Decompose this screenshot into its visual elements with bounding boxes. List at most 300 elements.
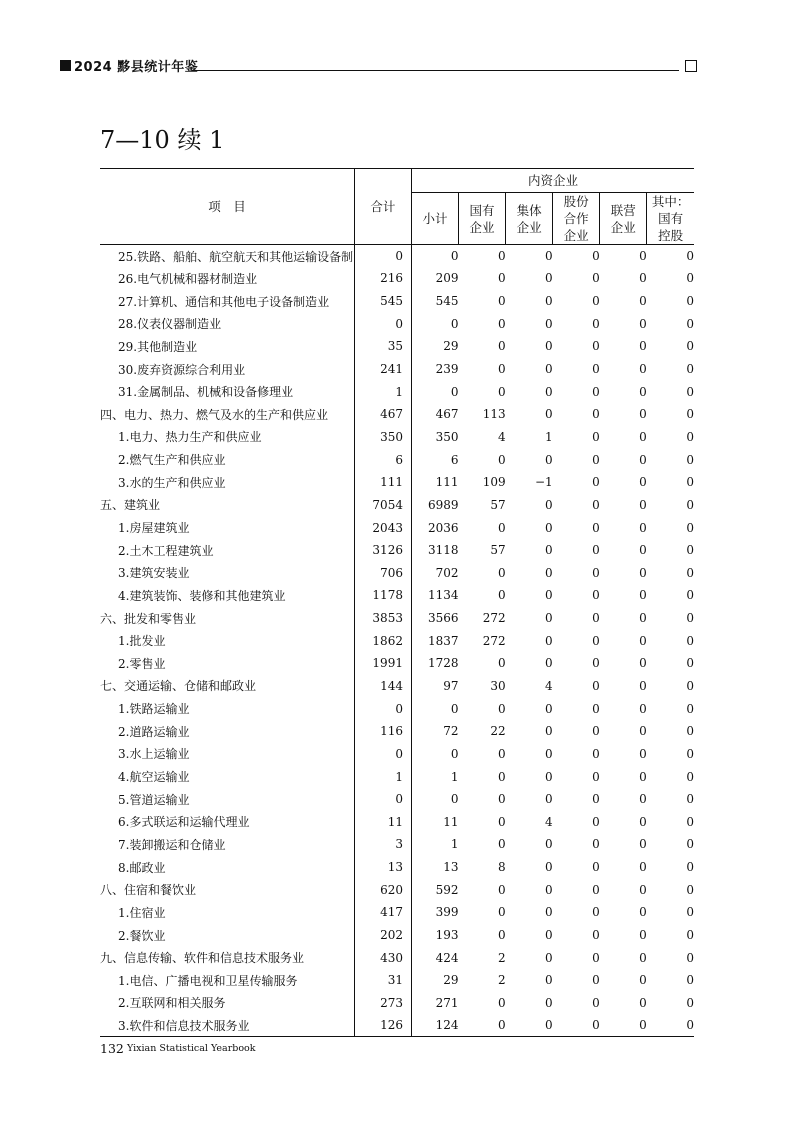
row-label: 2.零售业 xyxy=(100,652,354,675)
row-value: 57 xyxy=(490,543,506,558)
row-value: 0 xyxy=(592,814,600,829)
row-value: 35 xyxy=(354,335,411,358)
row-value: 1 xyxy=(545,429,553,444)
table-row xyxy=(100,856,694,879)
row-value: 0 xyxy=(686,995,694,1010)
row-value: 0 xyxy=(497,384,506,399)
row-value: 0 xyxy=(639,633,647,648)
row-value: 0 xyxy=(459,1014,506,1037)
table-row xyxy=(100,743,694,766)
row-value: 417 xyxy=(354,901,411,924)
row-value: 0 xyxy=(545,497,553,512)
row-value: 0 xyxy=(592,746,600,761)
row-value: 0 xyxy=(639,995,647,1010)
table-row xyxy=(100,629,694,652)
table-row xyxy=(100,788,694,811)
row-value: 3853 xyxy=(354,607,411,630)
row-value: 271 xyxy=(435,995,459,1010)
row-value: 0 xyxy=(639,497,647,512)
row-value: 0 xyxy=(686,814,694,829)
row-value: 1 xyxy=(450,769,459,784)
row-value: 0 xyxy=(592,769,600,784)
row-value: 0 xyxy=(639,678,647,693)
row-value: 11 xyxy=(443,814,459,829)
row-label: 3.水上运输业 xyxy=(100,743,354,766)
row-value: 0 xyxy=(545,362,553,377)
row-value: 0 xyxy=(639,656,647,671)
row-value: 0 xyxy=(497,656,506,671)
row-label: 26.电气机械和器材制造业 xyxy=(100,267,354,290)
table-row xyxy=(100,448,694,471)
row-value: 0 xyxy=(497,837,506,852)
column-header-item: 项 目 xyxy=(100,169,354,245)
row-value: 0 xyxy=(639,294,647,309)
row-label: 3.水的生产和供应业 xyxy=(100,471,354,494)
header-rule xyxy=(192,70,679,71)
row-value: 0 xyxy=(592,294,600,309)
row-value: 0 xyxy=(506,1014,553,1037)
row-value: 0 xyxy=(545,249,553,264)
row-value: 1 xyxy=(354,380,411,403)
row-value: 272 xyxy=(482,611,506,626)
row-value: 0 xyxy=(686,611,694,626)
row-value: 0 xyxy=(686,543,694,558)
row-value: 0 xyxy=(545,792,553,807)
row-value: 0 xyxy=(450,701,459,716)
table-row xyxy=(100,720,694,743)
table-row xyxy=(100,652,694,675)
row-value: 0 xyxy=(592,792,600,807)
table-row xyxy=(100,924,694,947)
row-value: 0 xyxy=(592,249,600,264)
row-label: 2.餐饮业 xyxy=(100,924,354,947)
row-value: 8 xyxy=(497,860,506,875)
row-value: 0 xyxy=(497,701,506,716)
row-value: 0 xyxy=(545,588,553,603)
row-value: 209 xyxy=(435,271,459,286)
row-value: 0 xyxy=(686,928,694,943)
row-value: 0 xyxy=(686,837,694,852)
column-header-line: 企业 xyxy=(563,228,589,243)
header-square-icon xyxy=(60,60,71,71)
row-value: 3126 xyxy=(354,539,411,562)
row-value: 272 xyxy=(482,633,506,648)
row-value: 193 xyxy=(435,928,459,943)
row-value: 0 xyxy=(686,588,694,603)
row-value: 0 xyxy=(545,746,553,761)
row-value: 3118 xyxy=(427,543,459,558)
row-value: 0 xyxy=(639,362,647,377)
row-value: 0 xyxy=(354,245,411,268)
row-value: 0 xyxy=(497,271,506,286)
row-value: 4 xyxy=(545,814,553,829)
row-value: 424 xyxy=(435,950,459,965)
row-value: 0 xyxy=(639,271,647,286)
row-value: 0 xyxy=(639,588,647,603)
row-value: 0 xyxy=(545,543,553,558)
row-value: 126 xyxy=(354,1014,411,1037)
row-value: 1862 xyxy=(354,629,411,652)
book-title: 2024 黟县统计年鉴 xyxy=(74,60,199,75)
row-value: 0 xyxy=(592,950,600,965)
table-row xyxy=(100,607,694,630)
header-box-icon xyxy=(685,60,697,72)
row-value: 0 xyxy=(545,565,553,580)
row-value: 0 xyxy=(639,701,647,716)
row-label: 四、电力、热力、燃气及水的生产和供应业 xyxy=(100,403,354,426)
row-value: 592 xyxy=(435,882,459,897)
column-group-domestic: 内资企业 xyxy=(411,169,694,193)
row-value: 0 xyxy=(686,520,694,535)
row-value: 0 xyxy=(450,316,459,331)
table-row xyxy=(100,290,694,313)
row-label: 25.铁路、船舶、航空航天和其他运输设备制 xyxy=(100,245,354,268)
table-row xyxy=(100,539,694,562)
row-value: 0 xyxy=(592,475,600,490)
row-value: 0 xyxy=(545,724,553,739)
row-value: 0 xyxy=(497,249,506,264)
row-value: 0 xyxy=(639,860,647,875)
row-value: 0 xyxy=(686,792,694,807)
row-value: 0 xyxy=(639,407,647,422)
row-label: 七、交通运输、仓储和邮政业 xyxy=(100,675,354,698)
row-value: 273 xyxy=(354,992,411,1015)
row-label: 8.邮政业 xyxy=(100,856,354,879)
row-value: 0 xyxy=(686,294,694,309)
row-value: 216 xyxy=(354,267,411,290)
row-value: 0 xyxy=(545,452,553,467)
row-value: 0 xyxy=(592,837,600,852)
row-value: 0 xyxy=(545,860,553,875)
row-value: 0 xyxy=(592,407,600,422)
row-value: 0 xyxy=(639,950,647,965)
row-value: 1134 xyxy=(427,588,459,603)
row-value: 0 xyxy=(545,882,553,897)
table-row xyxy=(100,312,694,335)
table-row xyxy=(100,245,694,268)
row-label: 2.燃气生产和供应业 xyxy=(100,448,354,471)
row-value: 0 xyxy=(686,339,694,354)
table-row xyxy=(100,1014,694,1037)
column-header-line: 合作 xyxy=(563,211,589,226)
row-value: 0 xyxy=(497,565,506,580)
row-value: 6 xyxy=(450,452,459,467)
row-value: 0 xyxy=(639,520,647,535)
footer-caption: Yixian Statistical Yearbook xyxy=(127,1043,256,1054)
row-value: 702 xyxy=(435,565,459,580)
row-value: 7054 xyxy=(354,494,411,517)
column-header-line: 小计 xyxy=(422,211,448,226)
row-value: 0 xyxy=(592,678,600,693)
row-value: 0 xyxy=(639,746,647,761)
row-value: 1178 xyxy=(354,584,411,607)
row-value: 11 xyxy=(354,811,411,834)
row-label: 31.金属制品、机械和设备修理业 xyxy=(100,380,354,403)
row-value: 0 xyxy=(592,973,600,988)
row-value: 0 xyxy=(639,724,647,739)
row-value: 0 xyxy=(545,384,553,399)
row-value: 241 xyxy=(354,358,411,381)
row-label: 4.航空运输业 xyxy=(100,765,354,788)
row-value: 109 xyxy=(482,475,506,490)
table-row xyxy=(100,697,694,720)
row-value: 0 xyxy=(354,788,411,811)
column-header-line: 国有 xyxy=(658,211,684,226)
row-value: 0 xyxy=(592,656,600,671)
row-value: 467 xyxy=(354,403,411,426)
row-value: 6989 xyxy=(427,497,459,512)
row-value: 0 xyxy=(545,611,553,626)
row-value: 0 xyxy=(686,973,694,988)
row-value: 30 xyxy=(490,678,506,693)
row-value: 97 xyxy=(443,678,459,693)
row-value: 0 xyxy=(686,565,694,580)
row-value: 0 xyxy=(639,905,647,920)
column-header-line: 集体 xyxy=(516,202,542,218)
row-value: 0 xyxy=(686,497,694,512)
row-value: 0 xyxy=(592,611,600,626)
row-value: 0 xyxy=(592,339,600,354)
row-value: 0 xyxy=(545,656,553,671)
table-row xyxy=(100,833,694,856)
row-value: 2 xyxy=(497,950,506,965)
row-value: 0 xyxy=(450,792,459,807)
row-value: 4 xyxy=(545,678,553,693)
row-value: 0 xyxy=(639,769,647,784)
row-value: 0 xyxy=(686,656,694,671)
row-label: 1.电力、热力生产和供应业 xyxy=(100,426,354,449)
row-value: 430 xyxy=(354,946,411,969)
row-value: 72 xyxy=(443,724,459,739)
table-row xyxy=(100,584,694,607)
row-label: 2.土木工程建筑业 xyxy=(100,539,354,562)
table-row xyxy=(100,992,694,1015)
row-value: 1 xyxy=(450,837,459,852)
row-label: 6.多式联运和运输代理业 xyxy=(100,811,354,834)
row-value: 0 xyxy=(592,497,600,512)
table-row xyxy=(100,878,694,901)
row-value: 0 xyxy=(497,362,506,377)
row-value: 0 xyxy=(686,678,694,693)
row-value: 0 xyxy=(545,769,553,784)
row-value: 0 xyxy=(545,294,553,309)
row-value: 0 xyxy=(545,407,553,422)
row-value: 0 xyxy=(686,271,694,286)
row-value: 0 xyxy=(545,339,553,354)
column-header-sub xyxy=(506,193,553,245)
row-value: 0 xyxy=(592,882,600,897)
row-value: 0 xyxy=(450,746,459,761)
row-value: 0 xyxy=(686,950,694,965)
row-label: 1.电信、广播电视和卫星传输服务 xyxy=(100,969,354,992)
row-value: 0 xyxy=(639,792,647,807)
running-header xyxy=(60,56,700,76)
row-label: 4.建筑装饰、装修和其他建筑业 xyxy=(100,584,354,607)
row-value: 0 xyxy=(686,452,694,467)
row-value: 0 xyxy=(354,697,411,720)
row-value: 0 xyxy=(592,860,600,875)
row-value: 29 xyxy=(443,973,459,988)
row-value: 545 xyxy=(435,294,459,309)
row-value: 1991 xyxy=(354,652,411,675)
row-value: 0 xyxy=(686,475,694,490)
table-row xyxy=(100,471,694,494)
column-header-line: 国有 xyxy=(469,202,495,218)
row-value: 144 xyxy=(354,675,411,698)
row-value: 2036 xyxy=(427,520,459,535)
row-value: 202 xyxy=(354,924,411,947)
row-value: 0 xyxy=(354,312,411,335)
row-value: 0 xyxy=(592,928,600,943)
row-label: 27.计算机、通信和其他电子设备制造业 xyxy=(100,290,354,313)
row-value: 0 xyxy=(592,429,600,444)
row-value: 0 xyxy=(592,701,600,716)
row-value: 0 xyxy=(545,837,553,852)
column-header-sub xyxy=(600,193,647,245)
row-value: 0 xyxy=(639,565,647,580)
row-value: 113 xyxy=(482,407,506,422)
table-row xyxy=(100,403,694,426)
row-value: 0 xyxy=(497,792,506,807)
row-value: 0 xyxy=(639,429,647,444)
row-value: 0 xyxy=(686,429,694,444)
row-value: 0 xyxy=(592,588,600,603)
row-value: 29 xyxy=(443,339,459,354)
row-value: 0 xyxy=(592,384,600,399)
row-value: 0 xyxy=(600,1014,647,1037)
row-value: 0 xyxy=(545,995,553,1010)
row-value: 0 xyxy=(686,633,694,648)
row-value: 0 xyxy=(497,452,506,467)
table-row xyxy=(100,426,694,449)
row-value: 399 xyxy=(435,905,459,920)
column-header-sub xyxy=(459,193,506,245)
column-header-sub xyxy=(411,193,458,245)
row-value: 0 xyxy=(497,520,506,535)
row-value: 0 xyxy=(639,611,647,626)
row-value: 13 xyxy=(443,860,459,875)
row-value: 0 xyxy=(639,543,647,558)
row-value: 116 xyxy=(354,720,411,743)
row-value: 0 xyxy=(545,271,553,286)
table-row xyxy=(100,358,694,381)
column-header-line: 联营 xyxy=(610,202,636,218)
row-value: 0 xyxy=(592,565,600,580)
row-value: 0 xyxy=(545,520,553,535)
row-value: 467 xyxy=(435,407,459,422)
row-value: 2 xyxy=(497,973,506,988)
row-value: 0 xyxy=(592,995,600,1010)
row-value: −1 xyxy=(534,475,553,490)
row-value: 1837 xyxy=(427,633,459,648)
row-label: 5.管道运输业 xyxy=(100,788,354,811)
row-value: 0 xyxy=(545,973,553,988)
row-label: 3.建筑安装业 xyxy=(100,561,354,584)
row-value: 350 xyxy=(435,429,459,444)
column-header-total: 合计 xyxy=(354,169,411,245)
row-value: 0 xyxy=(592,362,600,377)
row-value: 0 xyxy=(354,743,411,766)
row-value: 0 xyxy=(686,316,694,331)
table-row xyxy=(100,380,694,403)
row-value: 0 xyxy=(639,475,647,490)
column-header-sub xyxy=(553,193,600,245)
row-value: 111 xyxy=(435,475,459,490)
row-value: 0 xyxy=(592,316,600,331)
row-value: 31 xyxy=(354,969,411,992)
row-value: 0 xyxy=(592,543,600,558)
column-header-line: 其中： xyxy=(651,194,690,209)
row-label: 3.软件和信息技术服务业 xyxy=(100,1014,354,1037)
table-title: 7—10 续 1 xyxy=(100,126,225,154)
row-value: 350 xyxy=(354,426,411,449)
row-value: 22 xyxy=(490,724,506,739)
row-value: 0 xyxy=(545,701,553,716)
row-label: 1.住宿业 xyxy=(100,901,354,924)
row-label: 六、批发和零售业 xyxy=(100,607,354,630)
row-value: 0 xyxy=(639,814,647,829)
row-value: 0 xyxy=(497,746,506,761)
row-value: 0 xyxy=(497,905,506,920)
row-value: 0 xyxy=(639,882,647,897)
row-value: 706 xyxy=(354,561,411,584)
row-value: 0 xyxy=(497,882,506,897)
row-label: 2.道路运输业 xyxy=(100,720,354,743)
row-value: 0 xyxy=(497,928,506,943)
row-value: 0 xyxy=(592,271,600,286)
row-value: 0 xyxy=(686,746,694,761)
row-value: 0 xyxy=(686,407,694,422)
row-value: 0 xyxy=(497,339,506,354)
row-label: 7.装卸搬运和仓储业 xyxy=(100,833,354,856)
table-row xyxy=(100,969,694,992)
row-value: 0 xyxy=(497,995,506,1010)
row-value: 0 xyxy=(686,882,694,897)
table-row xyxy=(100,335,694,358)
table-row xyxy=(100,765,694,788)
row-value: 0 xyxy=(545,316,553,331)
row-label: 八、住宿和餐饮业 xyxy=(100,878,354,901)
row-value: 4 xyxy=(497,429,506,444)
page-number: 132 xyxy=(100,1041,124,1056)
row-value: 0 xyxy=(545,633,553,648)
row-label: 1.铁路运输业 xyxy=(100,697,354,720)
row-value: 0 xyxy=(639,339,647,354)
row-value: 0 xyxy=(592,520,600,535)
row-value: 13 xyxy=(354,856,411,879)
table-row xyxy=(100,675,694,698)
row-value: 0 xyxy=(497,814,506,829)
row-value: 0 xyxy=(639,973,647,988)
table-row xyxy=(100,267,694,290)
column-header-line: 企业 xyxy=(469,219,495,235)
row-value: 0 xyxy=(639,249,647,264)
row-value: 0 xyxy=(497,769,506,784)
row-value: 0 xyxy=(450,249,459,264)
table-row xyxy=(100,811,694,834)
column-header-line: 企业 xyxy=(516,219,542,235)
row-value: 1728 xyxy=(427,656,459,671)
row-value: 0 xyxy=(545,928,553,943)
row-value: 124 xyxy=(411,1014,458,1037)
row-value: 0 xyxy=(497,316,506,331)
row-value: 0 xyxy=(545,950,553,965)
row-value: 0 xyxy=(639,316,647,331)
row-value: 0 xyxy=(686,905,694,920)
row-value: 0 xyxy=(592,905,600,920)
row-label: 30.废弃资源综合利用业 xyxy=(100,358,354,381)
row-label: 九、信息传输、软件和信息技术服务业 xyxy=(100,946,354,969)
